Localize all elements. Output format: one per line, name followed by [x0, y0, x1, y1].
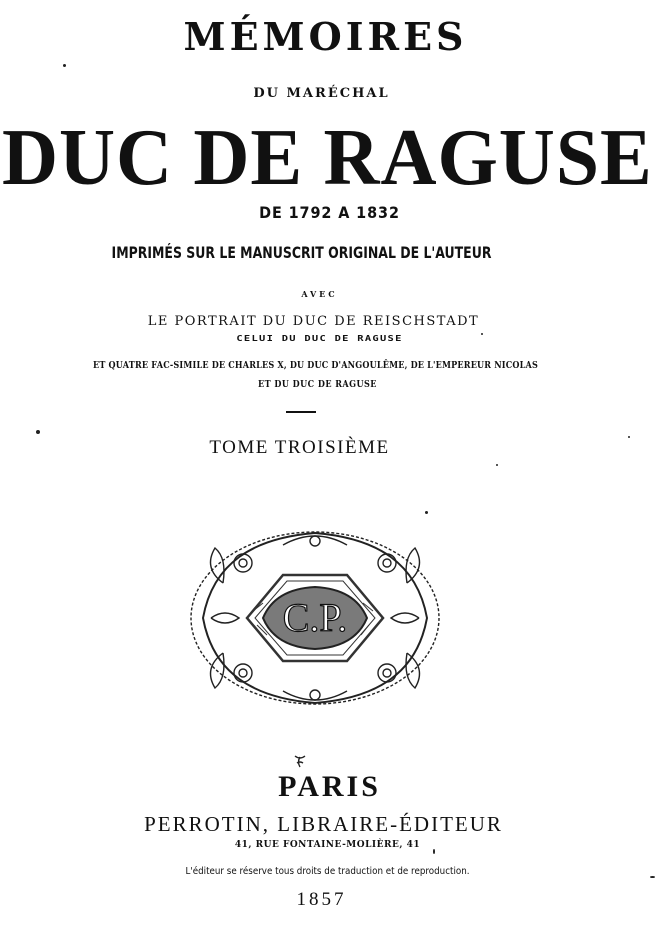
vignette-monogram: C.P. — [282, 595, 348, 640]
subheading: DU MARÉCHAL — [253, 86, 390, 101]
publisher-vignette — [183, 523, 447, 713]
scan-speck — [36, 430, 40, 434]
volume-label: TOME TROISIÈME — [209, 437, 390, 458]
portrait-line: LE PORTRAIT DU DUC DE REISCHSTADT — [147, 314, 480, 329]
scan-speck — [628, 436, 630, 438]
scan-speck — [433, 849, 435, 854]
publication-year: 1857 — [296, 889, 347, 910]
scan-speck — [481, 333, 483, 335]
scan-speck — [425, 511, 428, 514]
dates: DE 1792 A 1832 — [259, 203, 400, 222]
rights-notice: L'éditeur se réserve tous droits de traduction et de reproduction. — [185, 866, 470, 877]
heading: MÉMOIRES — [183, 14, 468, 59]
divider-rule — [286, 411, 316, 413]
scan-speck — [63, 64, 66, 67]
raguse-line: ET DU DUC DE RAGUSE — [258, 380, 377, 390]
facsimile-line: ET QUATRE FAC-SIMILE DE CHARLES X, DU DUC D'ANGOULÊME, DE L'EMPEREUR NICOLAS — [92, 361, 538, 371]
main-title: DUC DE RAGUSE — [1, 114, 653, 202]
publisher-name: PERROTIN, LIBRAIRE-ÉDITEUR — [144, 812, 503, 836]
imprint-note: IMPRIMÉS SUR LE MANUSCRIT ORIGINAL DE L'AUTEUR — [111, 243, 492, 262]
publisher-address: 41, RUE FONTAINE-MOLIÈRE, 41 — [234, 840, 421, 850]
scan-speck — [650, 876, 655, 878]
avec-label: AVEC — [301, 289, 338, 299]
flourish-ornament — [293, 754, 307, 768]
celui-line: CELUI DU DUC DE RAGUSE — [236, 334, 403, 343]
city: PARIS — [278, 770, 381, 803]
scan-speck — [496, 464, 498, 466]
